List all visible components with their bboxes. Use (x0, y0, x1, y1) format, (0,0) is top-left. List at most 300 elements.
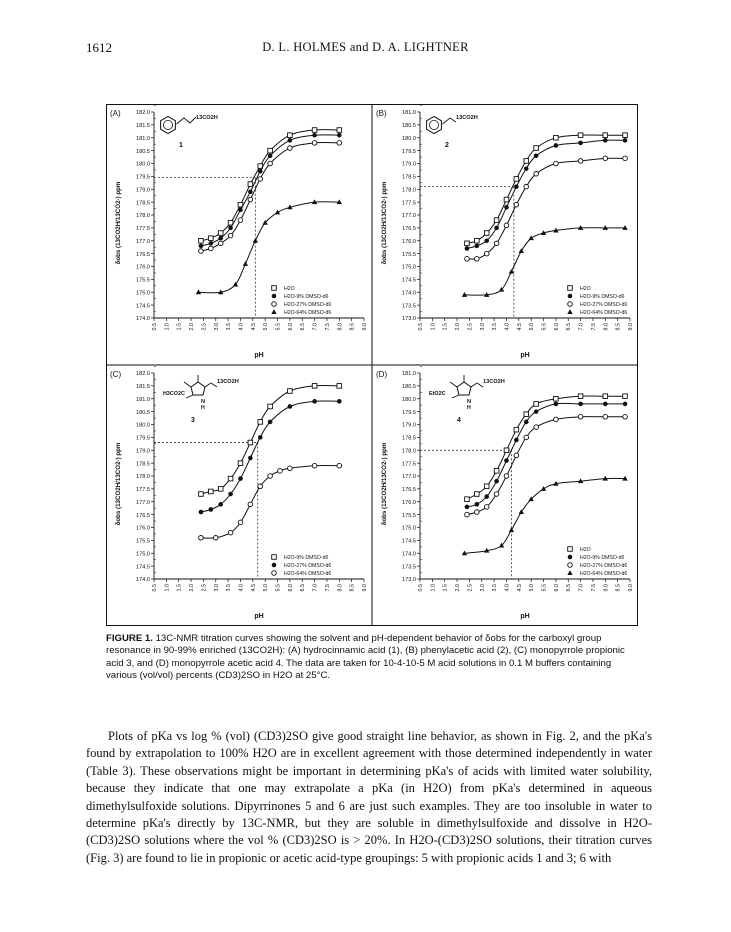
data-point (199, 492, 204, 497)
data-point (475, 256, 480, 261)
data-point (209, 507, 214, 512)
data-point (238, 218, 243, 223)
x-tick-label: 1.0 (164, 584, 171, 592)
x-axis-label: pH (254, 352, 264, 359)
data-point (248, 456, 253, 461)
y-tick-label: 178.5 (136, 200, 150, 207)
data-point (494, 469, 499, 474)
legend-marker (272, 563, 277, 568)
y-tick-label: 173.0 (402, 316, 416, 323)
data-point (603, 394, 608, 399)
series-line (201, 401, 339, 512)
data-point (494, 241, 499, 246)
data-point (534, 409, 539, 414)
x-tick-label: 1.5 (176, 584, 183, 592)
y-tick-label: 179.0 (402, 422, 416, 429)
series-line (467, 158, 625, 259)
data-point (275, 210, 280, 215)
x-tick-label: 7.5 (590, 584, 597, 592)
x-tick-label: 5.0 (529, 584, 536, 592)
series-3 (462, 225, 628, 297)
data-point (337, 128, 342, 133)
series-3 (196, 199, 342, 294)
data-point (504, 458, 509, 463)
chart-panel-2 (110, 367, 368, 620)
y-tick-label: 179.0 (136, 187, 150, 194)
legend-marker (568, 286, 573, 291)
data-point (484, 238, 489, 243)
carboxyl-label: 13CO2H (483, 379, 505, 385)
data-point (196, 289, 201, 294)
data-point (288, 138, 293, 143)
page-header (0, 40, 731, 60)
x-tick-label: 5.5 (541, 323, 548, 331)
y-tick-label: 178.0 (402, 187, 416, 194)
y-tick-label: 177.0 (402, 474, 416, 481)
x-tick-label: 8.0 (603, 323, 610, 331)
data-point (199, 510, 204, 515)
y-tick-label: 181.0 (136, 135, 150, 142)
running-title: D. L. HOLMES and D. A. LIGHTNER (262, 40, 469, 54)
carboxyl-label: 13CO2H (196, 115, 218, 121)
y-tick-label: 175.0 (402, 264, 416, 271)
data-point (484, 505, 489, 510)
legend-label: H2O-64% DMSO-d6 (284, 310, 332, 316)
x-tick-label: 3.5 (226, 584, 233, 592)
x-tick-label: 1.0 (430, 584, 437, 592)
ester-label: H3CO2C (163, 391, 185, 397)
x-tick-label: 7.0 (312, 584, 319, 592)
y-tick-label: 178.5 (402, 435, 416, 442)
legend-marker (567, 309, 572, 314)
data-point (514, 177, 519, 182)
x-tick-label: 2.5 (467, 584, 474, 592)
chart-panel-3 (376, 367, 634, 620)
x-tick-label: 4.5 (250, 323, 257, 331)
panel-label: (A) (110, 109, 121, 118)
y-tick-label: 178.0 (402, 448, 416, 455)
y-tick-label: 174.0 (136, 577, 150, 584)
benzene-ring (427, 117, 442, 134)
side-chain (177, 117, 197, 124)
legend-marker (568, 563, 573, 568)
y-tick-label: 176.5 (136, 512, 150, 519)
data-point (534, 172, 539, 177)
data-point (228, 530, 233, 535)
carboxyl-label: 13CO2H (217, 379, 239, 385)
y-tick-label: 176.0 (136, 525, 150, 532)
y-tick-label: 182.0 (136, 110, 150, 117)
legend-label: H2O-64% DMSO-d6 (580, 571, 628, 577)
x-tick-label: 3.5 (492, 584, 499, 592)
data-point (248, 440, 253, 445)
series-line (467, 403, 625, 507)
data-point (623, 414, 628, 419)
data-point (524, 435, 529, 440)
y-tick-label: 180.0 (402, 396, 416, 403)
x-tick-label: 1.0 (430, 323, 437, 331)
x-tick-label: 4.5 (516, 584, 523, 592)
data-point (199, 244, 204, 249)
data-point (218, 487, 223, 492)
y-tick-label: 174.5 (136, 564, 150, 571)
x-tick-label: 0.5 (418, 584, 424, 592)
panel-label: (C) (110, 370, 122, 379)
legend-marker (568, 302, 573, 307)
x-tick-label: 2.0 (455, 323, 462, 331)
legend-label: H2O-64% DMSO-d6 (284, 571, 332, 577)
series-0 (199, 128, 342, 243)
data-point (484, 231, 489, 236)
y-tick-label: 173.5 (402, 564, 416, 571)
series-2 (465, 156, 628, 261)
data-point (253, 238, 258, 243)
series-0 (465, 394, 628, 502)
x-tick-label: 8.5 (349, 584, 356, 592)
data-point (475, 238, 480, 243)
data-point (603, 138, 608, 143)
y-tick-label: 182.0 (136, 371, 150, 378)
data-point (248, 502, 253, 507)
y-tick-label: 178.0 (136, 213, 150, 220)
data-point (258, 177, 263, 182)
data-point (228, 476, 233, 481)
x-tick-label: 5.5 (541, 584, 548, 592)
data-point (465, 256, 470, 261)
x-tick-label: 4.5 (250, 584, 257, 592)
series-2 (199, 463, 342, 540)
x-tick-label: 2.5 (201, 584, 208, 592)
legend (567, 547, 627, 577)
legend-label: H2O-64% DMSO-d6 (580, 310, 628, 316)
legend-label: H2O-27% DMSO-d6 (284, 302, 332, 308)
data-point (475, 502, 480, 507)
x-tick-label: 7.0 (312, 323, 319, 331)
x-axis-label: pH (520, 613, 530, 620)
y-tick-label: 174.0 (402, 551, 416, 558)
x-tick-label: 7.0 (578, 323, 585, 331)
figure-caption (106, 633, 638, 683)
x-tick-label: 4.0 (238, 584, 245, 592)
benzene-ring (161, 117, 176, 134)
data-point (337, 141, 342, 146)
figure-1 (106, 104, 638, 626)
data-point (514, 438, 519, 443)
y-tick-label: 176.0 (402, 499, 416, 506)
series-line (199, 202, 340, 293)
panel-label: (D) (376, 370, 388, 379)
x-tick-label: 5.5 (275, 584, 282, 592)
data-point (258, 484, 263, 489)
y-tick-label: 175.5 (136, 538, 150, 545)
molecule-structure (161, 115, 218, 134)
y-tick-label: 181.5 (136, 123, 150, 130)
data-point (603, 133, 608, 138)
data-point (337, 384, 342, 389)
data-point (248, 190, 253, 195)
y-tick-label: 180.5 (402, 384, 416, 391)
x-tick-label: 4.0 (504, 323, 511, 331)
data-point (228, 492, 233, 497)
x-tick-label: 3.0 (213, 323, 220, 331)
x-axis-label: pH (254, 613, 264, 620)
substituent-bonds (450, 375, 483, 387)
data-point (504, 474, 509, 479)
data-point (514, 184, 519, 189)
legend-label: H2O-9% DMSO-d6 (284, 555, 329, 561)
data-point (199, 249, 204, 254)
x-tick-label: 9.0 (362, 584, 368, 592)
x-tick-label: 0.5 (418, 323, 424, 331)
data-point (312, 128, 317, 133)
ester-bond (452, 395, 459, 398)
legend-marker (568, 294, 573, 299)
data-point (504, 223, 509, 228)
data-point (218, 241, 223, 246)
legend (271, 286, 331, 316)
data-point (524, 166, 529, 171)
data-point (238, 461, 243, 466)
y-tick-label: 174.5 (402, 277, 416, 284)
compound-number: 3 (191, 417, 195, 424)
x-tick-label: 0.5 (152, 584, 158, 592)
data-point (243, 261, 248, 266)
legend-label: H2O (580, 286, 591, 292)
data-point (258, 420, 263, 425)
data-point (199, 536, 204, 541)
data-point (514, 202, 519, 207)
data-point (258, 169, 263, 174)
ester-bond (186, 395, 193, 398)
data-point (228, 220, 233, 225)
x-tick-label: 1.5 (442, 323, 449, 331)
x-tick-label: 7.5 (590, 323, 597, 331)
series-line (467, 396, 625, 499)
x-tick-label: 1.5 (442, 584, 449, 592)
caption-label: FIGURE 1. (106, 633, 153, 644)
y-tick-label: 175.5 (136, 277, 150, 284)
series-1 (199, 399, 342, 514)
legend-marker (272, 294, 277, 299)
x-tick-label: 5.0 (263, 584, 270, 592)
data-point (603, 402, 608, 407)
data-point (623, 402, 628, 407)
data-point (465, 512, 470, 517)
series-line (467, 135, 625, 243)
x-tick-label: 5.0 (529, 323, 536, 331)
y-tick-label: 180.5 (136, 409, 150, 416)
legend-marker (568, 547, 573, 552)
legend (272, 555, 332, 577)
x-tick-label: 7.0 (578, 584, 585, 592)
data-point (494, 479, 499, 484)
legend-label: H2O (580, 547, 591, 553)
data-point (288, 466, 293, 471)
x-tick-label: 8.5 (615, 323, 622, 331)
y-tick-label: 177.5 (402, 461, 416, 468)
data-point (554, 402, 559, 407)
data-point (337, 399, 342, 404)
data-point (278, 469, 283, 474)
data-point (524, 159, 529, 164)
legend-label: H2O-9% DMSO-d6 (580, 555, 625, 561)
data-point (578, 414, 583, 419)
y-tick-label: 176.5 (402, 226, 416, 233)
y-tick-label: 180.5 (136, 148, 150, 155)
x-tick-label: 4.0 (238, 323, 245, 331)
legend-marker (272, 286, 277, 291)
y-tick-label: 180.0 (136, 422, 150, 429)
y-tick-label: 179.5 (402, 148, 416, 155)
legend (567, 286, 627, 316)
data-point (268, 404, 273, 409)
x-tick-label: 8.0 (337, 323, 344, 331)
data-point (268, 148, 273, 153)
data-point (524, 420, 529, 425)
data-point (475, 510, 480, 515)
y-axis-label: δobs (13CO2H/13CO2-) ppm (381, 442, 388, 526)
data-point (494, 226, 499, 231)
y-tick-label: 177.5 (136, 226, 150, 233)
panel-label: (B) (376, 109, 387, 118)
x-tick-label: 7.5 (324, 584, 331, 592)
y-tick-label: 176.0 (136, 264, 150, 271)
y-tick-label: 181.0 (402, 371, 416, 378)
data-point (288, 133, 293, 138)
x-tick-label: 8.0 (337, 584, 344, 592)
data-point (528, 235, 533, 240)
x-tick-label: 6.5 (566, 323, 573, 331)
data-point (534, 425, 539, 430)
data-point (465, 505, 470, 510)
data-point (509, 269, 514, 274)
x-tick-label: 4.5 (516, 323, 523, 331)
data-point (554, 143, 559, 148)
y-tick-label: 175.0 (136, 551, 150, 558)
x-tick-label: 6.0 (553, 584, 560, 592)
x-tick-label: 6.5 (300, 584, 307, 592)
data-point (258, 435, 263, 440)
x-axis-label: pH (520, 352, 530, 359)
data-point (534, 153, 539, 158)
data-point (209, 241, 214, 246)
data-point (209, 489, 214, 494)
chart-panel-0 (110, 106, 368, 359)
y-tick-label: 174.0 (402, 290, 416, 297)
data-point (494, 492, 499, 497)
data-point (623, 133, 628, 138)
legend-marker (271, 309, 276, 314)
data-point (578, 133, 583, 138)
y-tick-label: 174.5 (402, 538, 416, 545)
data-point (268, 474, 273, 479)
legend-marker (272, 571, 277, 576)
data-point (248, 197, 253, 202)
x-tick-label: 6.0 (287, 584, 294, 592)
data-point (312, 384, 317, 389)
legend-label: H2O (284, 286, 295, 292)
y-tick-label: 181.5 (136, 384, 150, 391)
series-2 (465, 414, 628, 516)
data-point (465, 246, 470, 251)
data-point (514, 453, 519, 458)
legend-marker (567, 570, 572, 575)
aromatic-circle (163, 120, 172, 129)
data-point (504, 448, 509, 453)
x-tick-label: 9.0 (362, 323, 368, 331)
y-axis-label: δobs (13CO2H/13CO2-) ppm (115, 442, 122, 526)
data-point (514, 427, 519, 432)
legend-marker (568, 555, 573, 560)
y-tick-label: 180.0 (402, 135, 416, 142)
data-point (475, 244, 480, 249)
y-axis-label: δobs (13CO2H/13CO2-) ppm (381, 181, 388, 265)
data-point (288, 146, 293, 151)
data-point (475, 492, 480, 497)
carboxyl-label: 13CO2H (456, 115, 478, 121)
x-tick-label: 0.5 (152, 323, 158, 331)
nh-label: N (467, 399, 472, 405)
y-tick-label: 180.0 (136, 161, 150, 168)
x-tick-label: 3.0 (479, 584, 486, 592)
x-tick-label: 8.5 (349, 323, 356, 331)
x-tick-label: 3.0 (479, 323, 486, 331)
x-tick-label: 4.0 (504, 584, 511, 592)
compound-number: 2 (445, 142, 449, 149)
x-tick-label: 2.0 (189, 584, 196, 592)
legend-label: H2O-27% DMSO-d6 (580, 563, 628, 569)
data-point (465, 497, 470, 502)
x-tick-label: 9.0 (628, 584, 634, 592)
data-point (238, 520, 243, 525)
data-point (312, 133, 317, 138)
h-label: H (467, 405, 471, 411)
data-point (312, 141, 317, 146)
data-point (524, 412, 529, 417)
x-tick-label: 5.5 (275, 323, 282, 331)
data-point (199, 238, 204, 243)
data-point (578, 402, 583, 407)
data-point (288, 389, 293, 394)
series-line (201, 130, 339, 241)
molecule-structure (163, 375, 239, 411)
compound-number: 1 (179, 142, 183, 149)
y-tick-label: 173.0 (402, 577, 416, 584)
data-point (534, 146, 539, 151)
y-tick-label: 177.0 (402, 213, 416, 220)
data-point (603, 156, 608, 161)
y-tick-label: 175.0 (402, 525, 416, 532)
body-paragraph: Plots of pKa vs log % (vol) (CD3)2SO give good straight line behavior, as shown in Fig. 2, and the pKa's found by extrapolation to 100% H2O are in excellent agreement with those determined independently in water (Table 3). These observations might be important in determining pKa's of acids with limited water solubility, because they indicate that one may extrapolate a pKa (in H2O) from pKa's determined in aqueous dimethylsulfoxide solutions. Dipyrrinones 5 and 6 are just such examples. They are too insoluble in water to determine pKa's directly by 13C-NMR, but they are soluble in dimethylsulfoxide and dissolve in H2O-(CD3)2SO solutions where the vol % (CD3)2SO is > 20%. In H2O-(CD3)2SO solutions, their titration curves (Fig. 3) are found to lie in propionic or acetic acid-type groupings: 5 with propionic acids 1 and 3; 6 with (86, 729, 652, 865)
page-number: 1612 (86, 40, 112, 55)
data-point (504, 205, 509, 210)
x-tick-label: 2.0 (189, 323, 196, 331)
y-tick-label: 175.0 (136, 290, 150, 297)
y-tick-label: 177.0 (136, 238, 150, 245)
x-tick-label: 3.0 (213, 584, 220, 592)
data-point (484, 484, 489, 489)
x-tick-label: 7.5 (324, 323, 331, 331)
data-point (268, 153, 273, 158)
data-point (228, 226, 233, 231)
legend-label: H2O-9% DMSO-d6 (284, 294, 329, 300)
data-point (465, 241, 470, 246)
x-tick-label: 3.5 (226, 323, 233, 331)
y-tick-label: 179.0 (136, 448, 150, 455)
h-label: H (201, 405, 205, 411)
y-tick-label: 173.5 (402, 303, 416, 310)
data-point (541, 486, 546, 491)
